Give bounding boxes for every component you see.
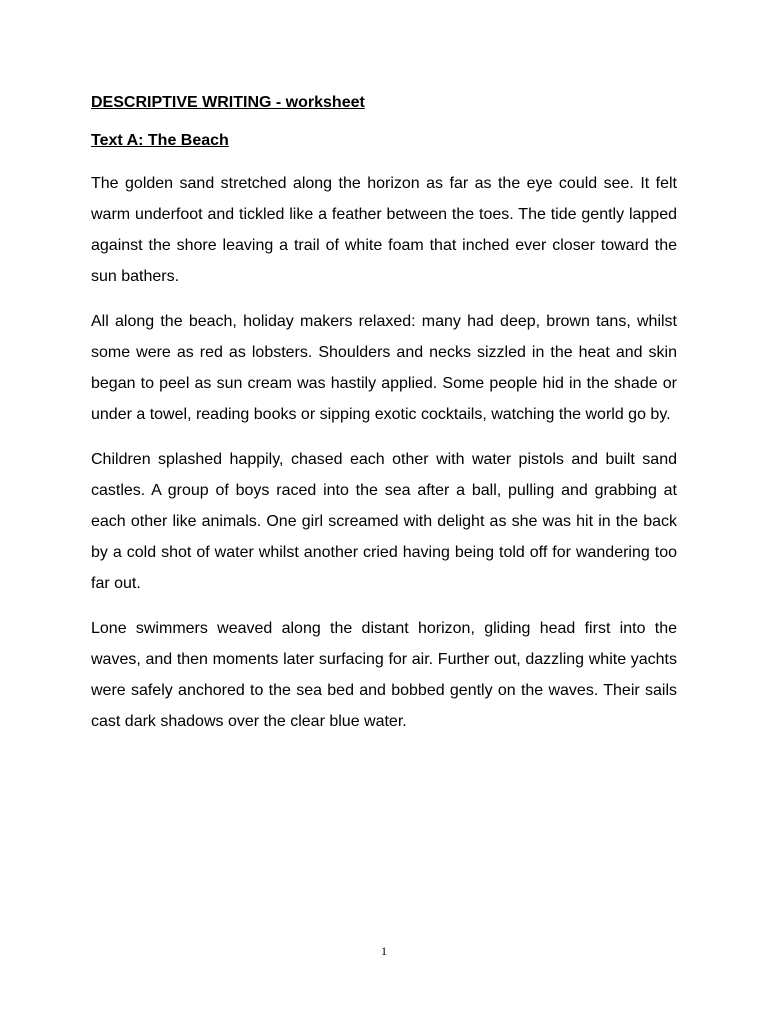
paragraph-1: The golden sand stretched along the horizon as far as the eye could see. It felt warm underfoot and tickled like a feather between the toes. The tide gently lapped against the shore leaving a trail of white foam that inched ever closer toward the sun bathers. xyxy=(91,175,677,285)
text-subtitle: Text A: The Beach xyxy=(91,132,229,149)
document-title: DESCRIPTIVE WRITING - worksheet xyxy=(91,94,365,111)
paragraph-3: Children splashed happily, chased each other with water pistols and built sand castles. A group of boys raced into the sea after a ball, pulling and grabbing at each other like animals. One girl screamed with delight as she was hit in the back by a cold shot of water whilst another cried having being told off for wandering too far out. xyxy=(91,451,677,592)
document-page xyxy=(91,92,677,751)
paragraph-4: Lone swimmers weaved along the distant horizon, gliding head first into the waves, and then moments later surfacing for air. Further out, dazzling white yachts were safely anchored to the sea bed and bobbed gently on the waves. Their sails cast dark shadows over the clear blue water. xyxy=(91,620,677,730)
paragraph-2: All along the beach, holiday makers relaxed: many had deep, brown tans, whilst some were as red as lobsters. Shoulders and necks sizzled in the heat and skin began to peel as sun cream was hastily applied. Some people hid in the shade or under a towel, reading books or sipping exotic cocktails, watching the world go by. xyxy=(91,313,677,423)
page-number: 1 xyxy=(381,944,387,958)
